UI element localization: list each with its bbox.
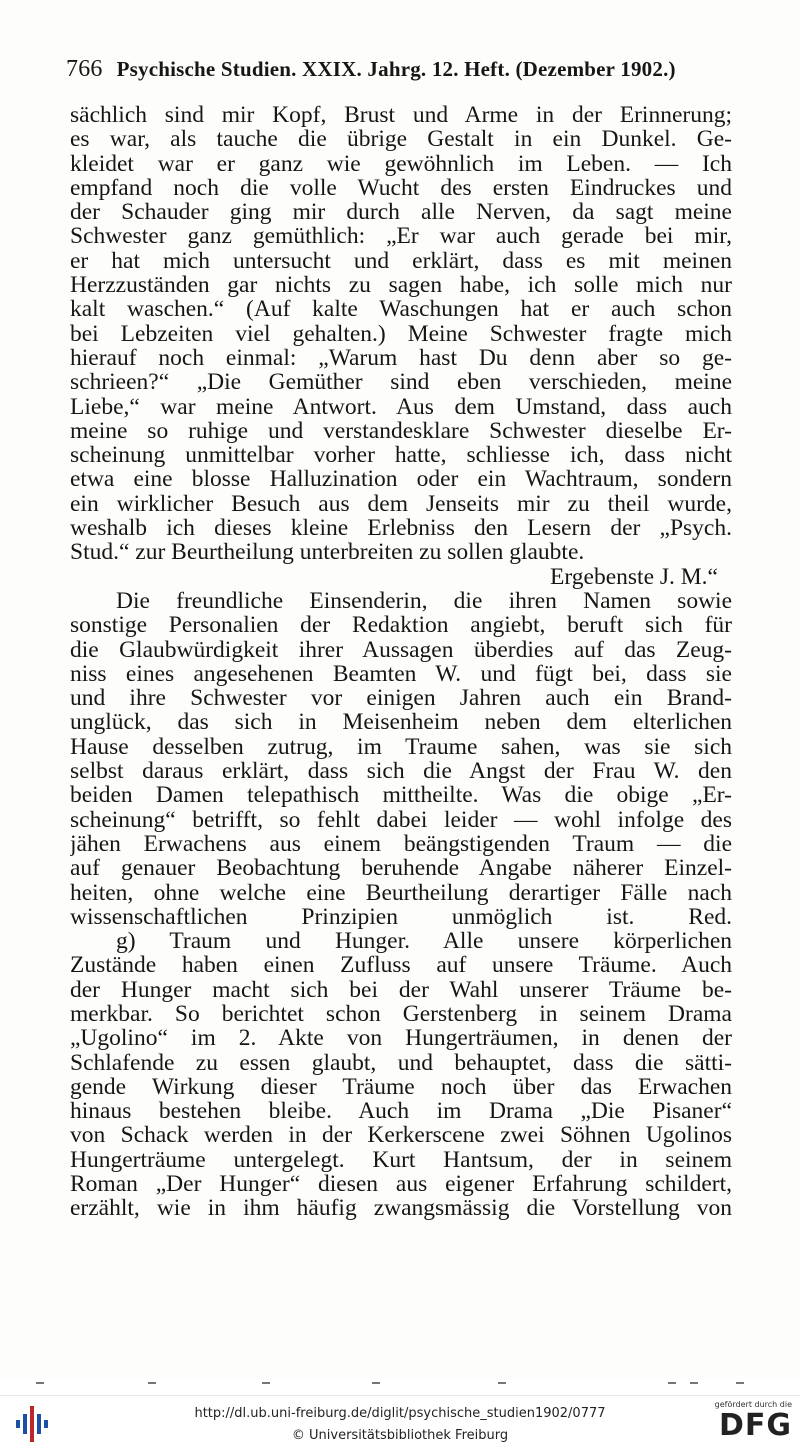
body-text [70, 103, 732, 1221]
text-line: Herzzuständen gar nichts zu sagen habe, ich solle mich nur [70, 273, 732, 298]
text-line: gende Wirkung dieser Träume noch über das Erwachen [70, 1074, 732, 1100]
dfg-logo-text: DFG [718, 1408, 792, 1443]
text-line: kleidet war er ganz wie gewöhnlich im Leben. — Ich [70, 151, 732, 176]
paragraph-start: Die freundliche Einsenderin, die ihren Namen sowie [116, 588, 732, 614]
text-line: der Hunger macht sich bei der Wahl unserer Träume be- [70, 977, 732, 1002]
text-line: es war, als tauche die übrige Gestalt in ein Dunkel. Ge- [70, 127, 732, 152]
text-line: scheinung unmittelbar vorher hatte, schliesse ich, dass nicht [70, 443, 732, 468]
text-line: die Glaubwürdigkeit ihrer Aussagen überdies auf das Zeug- [70, 637, 732, 662]
viewer-footer [0, 1395, 800, 1451]
text-line: Stud.“ zur Beurtheilung unterbreiten zu sollen glaubte. [70, 540, 585, 565]
text-line: heiten, ohne welche eine Beurtheilung derartiger Fälle nach [70, 880, 732, 905]
text-line: hinaus bestehen bleibe. Auch im Drama „Die Pisaner“ [70, 1099, 732, 1124]
dfg-logo [702, 1400, 792, 1448]
text-line: Zustände haben einen Zufluss auf unsere Träume. Auch [70, 953, 732, 978]
text-line: Schlafende zu essen glaubt, und behauptet, dass die sätti- [70, 1050, 732, 1075]
text-line: niss eines angesehenen Beamten W. und fügt bei, dass sie [70, 661, 732, 687]
text-line: Hause desselben zutrug, im Traume sahen, was sie sich [70, 734, 732, 760]
text-line: der Schauder ging mir durch alle Nerven, da sagt meine [70, 200, 732, 225]
funding-note: gefördert durch die [714, 1400, 792, 1409]
text-line: empfand noch die volle Wucht des ersten Eindruckes und [70, 175, 732, 201]
text-line: ein wirklicher Besuch aus dem Jenseits mir zu theil wurde, [70, 491, 732, 517]
running-title: Psychische Studien. XXIX. Jahrg. 12. Heft. (Dezember 1902.) [116, 57, 676, 81]
text-line: merkbar. So berichtet schon Gerstenberg in seinem Drama [70, 1001, 732, 1027]
text-line: beiden Damen telepathisch mittheilte. Was die obige „Er- [70, 783, 732, 808]
text-line: bei Lebzeiten viel gehalten.) Meine Schwester fragte mich [70, 321, 732, 346]
text-line: von Schack werden in der Kerkerscene zwei Söhnen Ugolinos [70, 1123, 732, 1148]
text-line: erzählt, wie in ihm häufig zwangsmässig die Vorstellung von [70, 1196, 732, 1221]
text-line: jähen Erwachens aus einem beängstigenden Traum — die [70, 831, 732, 857]
page-bottom-marks [0, 1382, 800, 1388]
section-heading-line: g) Traum und Hunger. Alle unsere körperlichen [116, 929, 732, 954]
text-line: und ihre Schwester vor einigen Jahren auch ein Brand- [70, 686, 732, 711]
text-line: Roman „Der Hunger“ diesen aus eigener Erfahrung schildert, [70, 1172, 732, 1197]
text-line: etwa eine blosse Halluzination oder ein Wachtraum, sondern [70, 467, 732, 492]
text-line: wissenschaftlichen Prinzipien unmöglich ist. Red. [70, 904, 732, 930]
text-line: kalt waschen.“ (Auf kalte Waschungen hat er auch schon [70, 297, 732, 322]
text-line: sonstige Personalien der Redaktion angiebt, beruft sich für [70, 613, 732, 638]
text-line: scheinung“ betrifft, so fehlt dabei leider — wohl infolge des [70, 807, 732, 832]
text-line: „Ugolino“ im 2. Akte von Hungerträumen, in denen der [70, 1026, 732, 1051]
running-header [66, 56, 726, 83]
text-line: Hungerträume untergelegt. Kurt Hantsum, der in seinem [70, 1147, 732, 1173]
text-line: schrieen?“ „Die Gemüther sind eben verschieden, meine [70, 370, 732, 395]
text-line: selbst daraus erklärt, dass sich die Angst der Frau W. den [70, 759, 732, 784]
text-line: weshalb ich dieses kleine Erlebniss den Lesern der „Psych. [70, 516, 732, 541]
copyright-notice: © Universitätsbibliothek Freiburg [291, 1428, 509, 1443]
text-line: Schwester ganz gemüthlich: „Er war auch gerade bei mir, [70, 224, 732, 249]
text-line: er hat mich untersucht und erklärt, dass es mit meinen [70, 248, 732, 274]
permalink-url[interactable]: http://dl.ub.uni-freiburg.de/diglit/psychische_studien1902/0777 [194, 1406, 606, 1421]
text-line: sächlich sind mir Kopf, Brust und Arme in der Erinnerung; [70, 103, 732, 128]
text-line: hierauf noch einmal: „Warum hast Du denn aber so ge- [70, 345, 732, 371]
text-line: Liebe,“ war meine Antwort. Aus dem Umstand, dass auch [70, 394, 732, 419]
text-line: auf genauer Beobachtung beruhende Angabe näherer Einzel- [70, 856, 732, 881]
text-line: unglück, das sich in Meisenheim neben dem elterlichen [70, 710, 732, 735]
text-line: meine so ruhige und verstandesklare Schwester dieselbe Er- [70, 418, 732, 444]
page-number: 766 [66, 56, 103, 82]
letter-signature: Ergebenste J. M.“ [550, 564, 718, 589]
